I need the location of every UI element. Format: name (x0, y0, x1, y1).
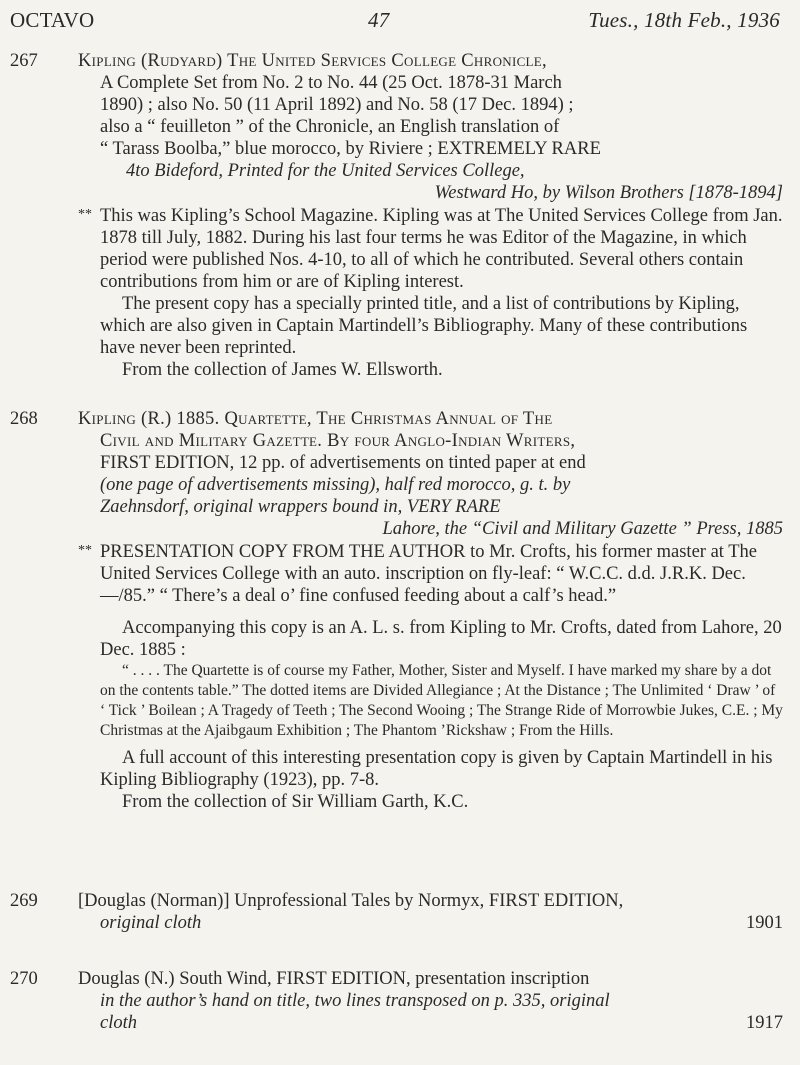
note-paragraph: A full account of this interesting presentation copy is given by Captain Martindell in his Kipling Bibliography (1923), pp. 7-8. (100, 748, 773, 790)
lot-year: 1901 (746, 913, 783, 933)
provenance: From the collection of James W. Ellsworth. (122, 360, 443, 380)
lot-number: 268 (10, 409, 38, 429)
lot-title-line: [Douglas (Norman)] Unprofessional Tales by Normyx, FIRST EDITION, (78, 891, 624, 911)
lot-number: 270 (10, 969, 38, 989)
lot-title-line: 1890) ; also No. 50 (11 April 1892) and No. 58 (17 Dec. 1894) ; (100, 95, 574, 115)
binding-text: cloth (100, 1013, 137, 1033)
note-text: PRESENTATION COPY FROM THE AUTHOR to Mr. Crofts, his former master at The United Services College with an auto. inscription on fly-leaf: “ W.C.C. d.d. J.R.K. Dec.—/85.” “ There’s a deal o’ fine confused feeding about a calf’s head.” (100, 542, 757, 606)
note-paragraph (78, 540, 783, 607)
lot-title-line: (one page of advertisements missing), half red morocco, g. t. by (100, 475, 571, 495)
lot-title-line: FIRST EDITION, 12 pp. of advertisements on tinted paper at end (100, 453, 586, 473)
lot-imprint-line: 4to Bideford, Printed for the United Services College, (126, 161, 525, 181)
lot-title-line (78, 1012, 783, 1034)
lot-number: 269 (10, 891, 38, 911)
lot-title-line: “ Tarass Boolba,” blue morocco, by Riviere ; EXTREMELY RARE (100, 139, 601, 159)
lot-description (78, 50, 783, 381)
page-number: 47 (368, 8, 390, 32)
lot-imprint-line: Lahore, the “Civil and Military Gazette ” Press, 1885 (382, 519, 783, 539)
stars-marker: ** (78, 543, 92, 558)
lot-title-line: in the author’s hand on title, two lines transposed on p. 335, original (100, 991, 610, 1011)
note-paragraph (78, 204, 783, 293)
lot-year: 1917 (746, 1013, 783, 1033)
lot-description (78, 968, 783, 1034)
provenance: From the collection of Sir William Garth, K.C. (122, 792, 469, 812)
quoted-letter: “ . . . . The Quartette is of course my Father, Mother, Sister and Myself. I have marked my share by a dot on the contents table.” The dotted items are Divided Allegiance ; At the Distance ; The Unlimited ‘ Draw ’ of ‘ Tick ’ Boilean ; A Tragedy of Teeth ; The Second Wooing ; The Strange Ride of Morrowbie Jukes, C.E. ; My Christmas at the Ajaibgaum Exhibition ; The Phantom ’Rickshaw ; From the Hills. (100, 662, 783, 739)
note-paragraph: Accompanying this copy is an A. L. s. from Kipling to Mr. Crofts, dated from Lahore, 20 Dec. 1885 : (100, 618, 782, 660)
lot-title-line: A Complete Set from No. 2 to No. 44 (25 Oct. 1878-31 March (100, 73, 562, 93)
lot-title-line: Zaehnsdorf, original wrappers bound in, VERY RARE (100, 497, 501, 517)
lot-title-line: Douglas (N.) South Wind, FIRST EDITION, presentation inscription (78, 969, 590, 989)
lot-description (78, 408, 783, 813)
binding-text: original cloth (100, 913, 202, 933)
lot-title-line: Kipling (R.) 1885. Quartette, The Christmas Annual of The (78, 409, 553, 429)
lot-number: 267 (10, 51, 38, 71)
note-paragraph: The present copy has a specially printed title, and a list of contributions by Kipling, which are also given in Captain Martindell’s Bibliography. Many of these contributions have never been reprinted. (100, 294, 748, 358)
lot-imprint-line: Westward Ho, by Wilson Brothers [1878-1894] (434, 183, 783, 203)
lot-title-line: Kipling (Rudyard) The United Services College Chronicle, (78, 51, 547, 71)
lot-title-line (78, 912, 783, 934)
lot-description (78, 890, 783, 934)
lot-title-line: Civil and Military Gazette. By four Anglo-Indian Writers, (100, 431, 576, 451)
note-text: This was Kipling’s School Magazine. Kipling was at The United Services College from Jan. 1878 till July, 1882. During his last four terms he was Editor of the Magazine, in which period were published Nos. 4-10, to all of which he contributed. Several others contain contributions from him or are of Kipling interest. (100, 206, 783, 292)
stars-marker: ** (78, 207, 92, 222)
lot-title-line: also a “ feuilleton ” of the Chronicle, an English translation of (100, 117, 560, 137)
header-format: OCTAVO (10, 8, 95, 32)
page-header (10, 8, 790, 38)
sale-date: Tues., 18th Feb., 1936 (588, 8, 780, 32)
